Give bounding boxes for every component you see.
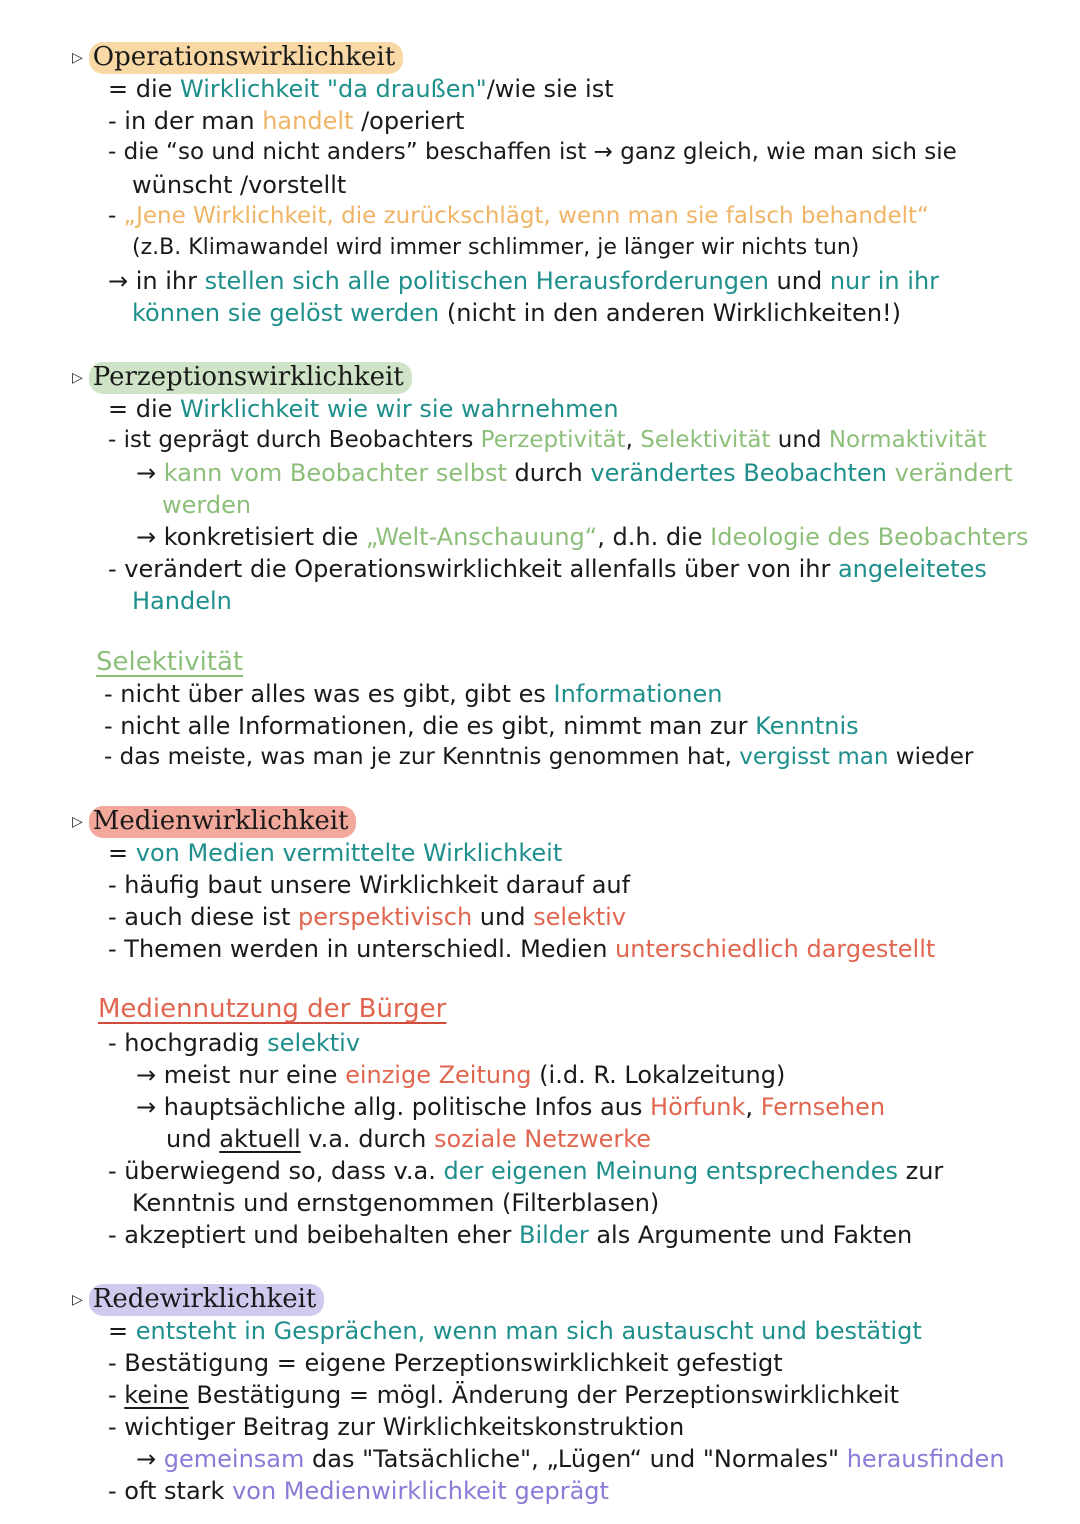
s2-line-3: → kann vom Beobachter selbst durch verändertes Beobachten verändert — [136, 459, 1013, 487]
s2-line-2: - ist geprägt durch Beobachters Perzeptivität, Selektivität und Normaktivität — [108, 427, 987, 453]
s6-line-1: = entsteht in Gesprächen, wenn man sich austauscht und bestätigt — [108, 1317, 922, 1345]
bullet-triangle-icon: ▷ — [72, 1292, 83, 1308]
s6-line-6: - oft stark von Medienwirklichkeit geprägt — [108, 1477, 609, 1505]
s1-line-7: → in ihr stellen sich alle politischen Herausforderungen und nur in ihr — [108, 267, 940, 295]
subheading-selektivitaet: Selektivität — [96, 647, 244, 677]
s1-line-4: wünscht /vorstellt — [132, 171, 347, 199]
s3-line-3: - das meiste, was man je zur Kenntnis genommen hat, vergisst man wieder — [104, 744, 974, 770]
s4-line-2: - häufig baut unsere Wirklichkeit darauf auf — [108, 871, 631, 899]
subheading-mediennutzung: Mediennutzung der Bürger — [98, 994, 447, 1024]
bullet-triangle-icon: ▷ — [72, 50, 83, 66]
s2-line-5: → konkretisiert die „Welt-Anschauung“, d.h. die Ideologie des Beobachters — [136, 523, 1029, 551]
s4-line-3: - auch diese ist perspektivisch und selektiv — [108, 903, 626, 931]
s1-line-6: (z.B. Klimawandel wird immer schlimmer, je länger wir nichts tun) — [132, 235, 860, 260]
heading-medienwirklichkeit: ▷ Medienwirklichkeit — [72, 806, 356, 838]
s4-line-4: - Themen werden in unterschiedl. Medien unterschiedlich dargestellt — [108, 935, 936, 963]
s2-line-6: - verändert die Operationswirklichkeit allenfalls über von ihr angeleitetes — [108, 555, 987, 583]
s6-line-3: - keine Bestätigung = mögl. Änderung der Perzeptionswirklichkeit — [108, 1381, 900, 1409]
bullet-triangle-icon: ▷ — [72, 814, 83, 830]
s2-line-7: Handeln — [132, 587, 232, 615]
s1-line-8: können sie gelöst werden (nicht in den anderen Wirklichkeiten!) — [132, 299, 902, 327]
s2-line-1: = die Wirklichkeit wie wir sie wahrnehmen — [108, 395, 619, 423]
s5-line-2: → meist nur eine einzige Zeitung (i.d. R. Lokalzeitung) — [136, 1061, 786, 1089]
s5-line-4: und aktuell v.a. durch soziale Netzwerke — [166, 1125, 652, 1153]
s1-line-3: - die “so und nicht anders” beschaffen ist → ganz gleich, wie man sich sie — [108, 139, 957, 165]
s1-line-1: = die Wirklichkeit "da draußen"/wie sie ist — [108, 75, 614, 103]
s5-line-1: - hochgradig selektiv — [108, 1029, 361, 1057]
s5-line-3: → hauptsächliche allg. politische Infos aus Hörfunk, Fernsehen — [136, 1093, 886, 1121]
s3-line-1: - nicht über alles was es gibt, gibt es Informationen — [104, 680, 723, 708]
s5-line-6: Kenntnis und ernstgenommen (Filterblasen) — [132, 1189, 660, 1217]
s6-line-5: → gemeinsam das "Tatsächliche", „Lügen“ und "Normales" herausfinden — [136, 1445, 1005, 1473]
heading-redewirklichkeit: ▷ Redewirklichkeit — [72, 1284, 324, 1316]
heading-perzeptionswirklichkeit: ▷ Perzeptionswirklichkeit — [72, 362, 412, 394]
s5-line-5: - überwiegend so, dass v.a. der eigenen Meinung entsprechendes zur — [108, 1157, 944, 1185]
s4-line-1: = von Medien vermittelte Wirklichkeit — [108, 839, 563, 867]
s1-line-5: - „Jene Wirklichkeit, die zurückschlägt, wenn man sie falsch behandelt“ — [108, 203, 929, 229]
heading-operationswirklichkeit: ▷ Operationswirklichkeit — [72, 42, 403, 74]
s6-line-4: - wichtiger Beitrag zur Wirklichkeitskonstruktion — [108, 1413, 685, 1441]
s2-line-4: werden — [162, 491, 252, 519]
s5-line-7: - akzeptiert und beibehalten eher Bilder als Argumente und Fakten — [108, 1221, 913, 1249]
s6-line-2: - Bestätigung = eigene Perzeptionswirklichkeit gefestigt — [108, 1349, 783, 1377]
s1-line-2: - in der man handelt /operiert — [108, 107, 465, 135]
s3-line-2: - nicht alle Informationen, die es gibt, nimmt man zur Kenntnis — [104, 712, 859, 740]
bullet-triangle-icon: ▷ — [72, 370, 83, 386]
